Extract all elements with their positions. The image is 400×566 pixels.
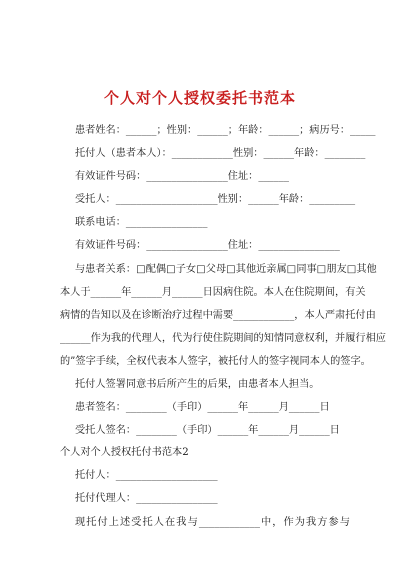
patient-info-line: 患者姓名：______；性别：______；年龄：______；病历号：_____ [75,125,376,136]
trustee-phone-line: 联系电话：________________ [75,217,208,228]
body-paragraph-line: 本人于______年______月______日因病住院。本人在住院期间，有关 [60,287,366,298]
agent-line-2: 托付代理人：________________ [75,493,218,504]
delegator-info-line: 托付人（患者本人）：____________性别：______年龄：________ [75,148,366,159]
patient-signature-line: 患者签名：________（手印）______年______月______日 [75,402,330,413]
document-title: 个人对个人授权委托书范本 [103,89,296,107]
body-paragraph-line: ______作为我的代理人，代为行使住院期间的知情同意权利，并履行相应 [60,333,386,344]
trustee-id-line: 有效证件号码：________________住址：________________ [75,240,340,251]
consequence-line: 托付人签署同意书后所产生的后果，由患者本人担当。 [75,379,320,390]
section-heading-2: 个人对个人授权托付书范本2 [60,447,189,458]
delegator-id-line: 有效证件号码：________________住址：______ [75,171,289,182]
relationship-options-line: 与患者关系：□配偶□子女□父母□其他近亲属□同事□朋友□其他 [75,264,377,275]
delegation-statement-line: 现托付上述受托人在我与____________中，作为我方参与 [75,517,350,528]
body-paragraph-line: 病情的告知以及在诊断治疗过程中需要____________，本人严肃托付由 [60,310,376,321]
trustee-signature-line: 受托人签名：________（手印）______年______月______日 [75,425,340,436]
trustee-info-line: 受托人：____________________性别：______年龄：_________ [75,194,356,205]
body-paragraph-line: 的”签字手续，全权代表本人签字，被托付人的签字视同本人的签字。 [60,356,371,367]
delegator-line-2: 托付人：____________________ [75,470,218,481]
